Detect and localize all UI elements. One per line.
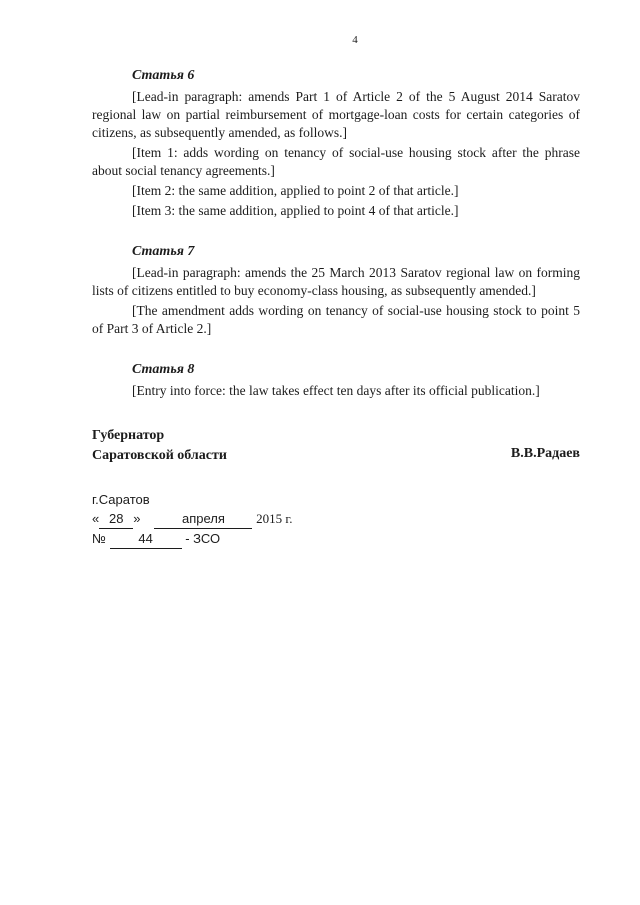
enactment-date bbox=[92, 509, 580, 529]
signer-title bbox=[92, 426, 227, 466]
enactment-day: 28 bbox=[99, 509, 133, 529]
signature-block bbox=[92, 426, 580, 466]
quote-close: » bbox=[133, 511, 141, 526]
article-paragraph: [Item 3: the same addition, applied to point 4 of that article.] bbox=[132, 203, 459, 218]
article-paragraph: [Lead-in paragraph: amends Part 1 of Article 2 of the 5 August 2014 Saratov regional law on partial reimbursement of mortgage-loan costs for certain categories of citizens, as subsequently amended, as follows.] bbox=[92, 89, 580, 140]
signer-title-line: Саратовской области bbox=[92, 448, 227, 463]
article-paragraph: [Item 2: the same addition, applied to point 2 of that article.] bbox=[132, 183, 459, 198]
article-paragraph: [Entry into force: the law takes effect ten days after its official publication.] bbox=[132, 383, 540, 398]
number-suffix: - ЗСО bbox=[185, 531, 221, 546]
enactment-year: 2015 г. bbox=[256, 511, 293, 526]
article-paragraph: [The amendment adds wording on tenancy of social-use housing stock to point 5 of Part 3 of Article 2.] bbox=[92, 303, 580, 336]
spacer bbox=[92, 340, 580, 362]
enactment-month: апреля bbox=[154, 509, 252, 529]
signer-name: В.В.Радаев bbox=[510, 446, 580, 461]
article-heading: Статья 8 bbox=[132, 362, 195, 377]
page-number: 4 bbox=[352, 34, 358, 46]
article-paragraph: [Item 1: adds wording on tenancy of social-use housing stock after the phrase about social tenancy agreements.] bbox=[92, 145, 580, 178]
number-sign: № bbox=[92, 531, 106, 546]
quote-open: « bbox=[92, 511, 100, 526]
enactment-city: г.Саратов bbox=[92, 492, 150, 507]
spacer bbox=[92, 222, 580, 244]
article-8 bbox=[92, 362, 580, 400]
article-paragraph: [Lead-in paragraph: amends the 25 March 2013 Saratov regional law on forming lists of citizens entitled to buy economy-class housing, as subsequently amended.] bbox=[92, 265, 580, 298]
enactment-details bbox=[92, 490, 580, 549]
enactment-number bbox=[92, 529, 580, 549]
article-heading: Статья 7 bbox=[132, 244, 195, 259]
article-6 bbox=[92, 68, 580, 220]
law-number: 44 bbox=[110, 529, 182, 549]
article-7 bbox=[92, 244, 580, 338]
signer-title-line: Губернатор bbox=[92, 428, 165, 443]
article-heading: Статья 6 bbox=[132, 68, 195, 83]
